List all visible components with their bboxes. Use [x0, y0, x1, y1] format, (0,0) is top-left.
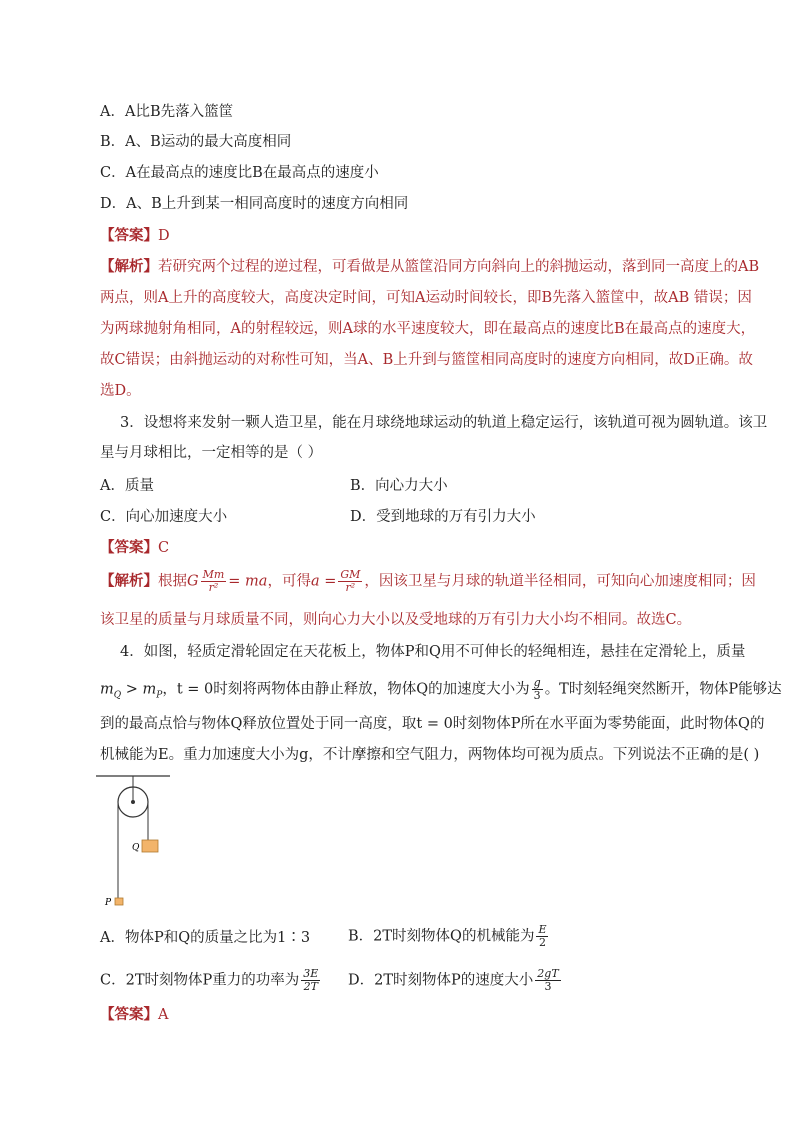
fraction-numerator: g: [533, 676, 541, 689]
q2-option-b: B．A、B运动的最大高度相同: [100, 134, 292, 150]
formula-fraction: [201, 569, 227, 594]
q4-option-d: [348, 968, 563, 993]
formula-a: a =: [310, 573, 337, 590]
q3-analysis-line-1: [100, 569, 756, 594]
q3-answer: [100, 538, 169, 558]
q2-analysis-line-1: [100, 257, 759, 277]
q4-option-b: [348, 924, 550, 949]
fraction-denominator: 3: [544, 980, 552, 993]
q3-stem-line-1: 3．设想将来发射一颗人造卫星，能在月球绕地球运动的轨道上稳定运行，该轨道可视为圆轨道。该卫: [120, 415, 768, 431]
q4-stem-line-4: 机械能为E。重力加速度大小为g，不计摩擦和空气阻力，两物体均可视为质点。下列说法不正确的是( ): [100, 747, 760, 763]
formula-g: G: [187, 573, 199, 590]
answer-tag: 【答案】: [100, 227, 158, 244]
q4-stem-line-1: 4．如图，轻质定滑轮固定在天花板上，物体P和Q用不可伸长的轻绳相连，悬挂在定滑轮上，质量: [120, 644, 746, 660]
formula-rhs: = ma: [228, 573, 268, 590]
option-text: B．2T时刻物体Q的机械能为: [348, 928, 535, 945]
formula-fraction: [338, 569, 362, 594]
q3-option-d: D．受到地球的万有引力大小: [350, 509, 536, 525]
q3-option-a: A．质量: [100, 478, 154, 494]
stem-text: 。T时刻轻绳突然断开，物体P能够达: [544, 681, 782, 698]
option-fraction: [301, 968, 320, 993]
analysis-text: 根据: [158, 573, 187, 590]
stem-text: ，t = 0时刻将两物体由静止释放，物体Q的加速度大小为: [162, 681, 530, 698]
fraction-numerator: E: [538, 923, 547, 936]
subscript-q: Q: [113, 690, 122, 701]
answer-tag: 【答案】: [100, 1006, 158, 1023]
label-p: P: [105, 898, 112, 908]
pulley-axle: [131, 800, 135, 804]
q2-option-d: D．A、B上升到某一相同高度时的速度方向相同: [100, 196, 409, 212]
q4-answer: [100, 1005, 168, 1025]
q2-option-a: A．A比B先落入篮筐: [100, 104, 234, 120]
option-fraction: [536, 924, 548, 949]
q4-option-a: A．物体P和Q的质量之比为1∶3: [100, 930, 311, 946]
fraction-denominator: 2: [538, 936, 546, 949]
option-fraction: [535, 968, 560, 993]
q3-option-c: C．向心加速度大小: [100, 509, 228, 525]
fraction-numerator: 2gT: [537, 967, 559, 980]
answer-value: C: [158, 540, 170, 556]
q2-answer: [100, 226, 170, 246]
fraction-denominator: 3: [533, 689, 541, 702]
analysis-tag: 【解析】: [100, 258, 158, 275]
fraction-denominator: 2T: [303, 980, 318, 993]
q4-stem-line-2: [100, 677, 782, 705]
fraction-numerator: GM: [340, 568, 361, 581]
block-p: [115, 898, 123, 905]
answer-value: A: [158, 1007, 169, 1023]
var-m-compare: > m: [121, 681, 157, 698]
q4-option-c: [100, 968, 322, 993]
q2-analysis-line-4: 故C错误；由斜抛运动的对称性可知，当A、B上升到与篮筐相同高度时的速度方向相同，故D正确。故: [100, 352, 753, 368]
answer-tag: 【答案】: [100, 539, 158, 556]
q2-analysis-line-5: 选D。: [100, 383, 141, 399]
fraction-numerator: 3E: [303, 967, 319, 980]
q2-analysis-line-2: 两点，则A上升的高度较大，高度决定时间，可知A运动时间较长，即B先落入篮筐中，故AB 错误；因: [100, 290, 752, 306]
option-text: C．2T时刻物体P重力的功率为: [100, 972, 300, 989]
q3-option-b: B．向心力大小: [350, 478, 448, 494]
q4-stem-line-3: 到的最高点恰与物体Q释放位置处于同一高度，取t = 0时刻物体P所在水平面为零势能面，此时物体Q的: [100, 716, 765, 732]
analysis-tag: 【解析】: [100, 572, 158, 590]
var-m: m: [100, 681, 114, 698]
q3-stem-line-2: 星与月球相比，一定相等的是（ ）: [100, 445, 323, 461]
option-text: D．2T时刻物体P的速度大小: [348, 972, 534, 989]
q2-option-c: C．A在最高点的速度比B在最高点的速度小: [100, 165, 379, 181]
analysis-text: 若研究两个过程的逆过程，可看做是从篮筐沿同方向斜向上的斜抛运动，落到同一高度上的AB: [158, 259, 760, 275]
pulley-diagram: [96, 772, 186, 912]
accel-fraction: [532, 677, 543, 702]
label-q: Q: [132, 843, 140, 853]
subscript-p: P: [156, 690, 163, 701]
fraction-denominator: r²: [345, 581, 356, 594]
fraction-denominator: r²: [208, 581, 219, 594]
q2-analysis-line-3: 为两球抛射角相同，A的射程较远，则A球的水平速度较大，即在最高点的速度比B在最高点的速度大，: [100, 321, 756, 337]
block-q: [142, 840, 158, 852]
fraction-numerator: Mm: [202, 568, 225, 581]
q3-analysis-line-2: 该卫星的质量与月球质量不同，则向心力大小以及受地球的万有引力大小均不相同。故选C。: [100, 612, 692, 628]
analysis-text: ，因该卫星与月球的轨道半径相同，可知向心加速度相同；因: [364, 573, 756, 590]
answer-value: D: [158, 228, 170, 244]
analysis-text: ，可得: [267, 573, 311, 590]
